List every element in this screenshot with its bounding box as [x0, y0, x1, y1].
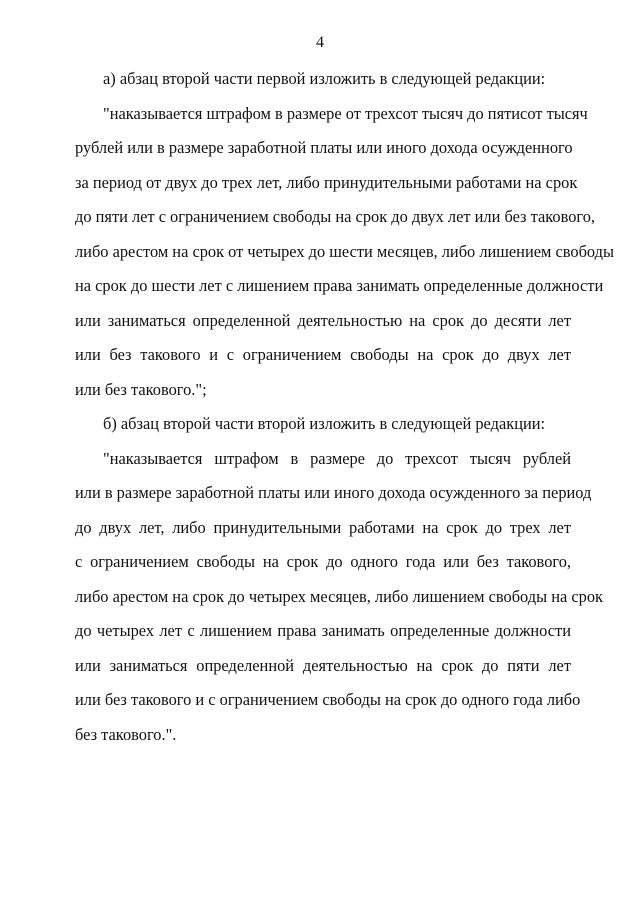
item-a-line-6: на срок до шести лет с лишением права занимать определенные должности [75, 276, 604, 295]
item-b-line-5: либо арестом на срок до четырех месяцев, либо лишением свободы на срок [75, 586, 604, 606]
document-body [75, 62, 614, 752]
item-a-line-4: до пяти лет с ограничением свободы на срок до двух лет или без такового, [75, 207, 596, 226]
item-b-line-6: до четырех лет с лишением права занимать определенные должности [75, 621, 571, 640]
item-a-line-7: или заниматься определенной деятельностью на срок до десяти лет [75, 310, 571, 330]
item-b-line-4: с ограничением свободы на срок до одного года или без такового, [75, 552, 571, 571]
item-a-line-8: или без такового и с ограничением свободы на срок до двух лет [75, 345, 571, 364]
item-b-line-8: или без такового и с ограничением свободы на срок до одного года либо [75, 690, 581, 709]
page-number: 4 [316, 34, 324, 51]
item-a-line-2: рублей или в размере заработной платы или иного дохода осужденного [75, 138, 573, 157]
item-a-line-1: "наказывается штрафом в размере от трехсот тысяч до пятисот тысяч [103, 103, 588, 123]
item-b-line-9: без такового.". [75, 724, 177, 744]
item-b-line-7: или заниматься определенной деятельностью на срок до пяти лет [75, 655, 571, 675]
item-b-line-3: до двух лет, либо принудительными работами на срок до трех лет [75, 517, 571, 537]
item-b-intro: б) абзац второй части второй изложить в следующей редакции: [103, 414, 546, 433]
item-a-line-3: за период от двух до трех лет, либо принудительными работами на срок [75, 172, 578, 192]
item-b-line-1: "наказывается штрафом в размере до трехсот тысяч рублей [103, 448, 571, 468]
item-a-intro: а) абзац второй части первой изложить в следующей редакции: [103, 69, 546, 88]
item-b-line-2: или в размере заработной платы или иного дохода осужденного за период [75, 483, 592, 502]
item-a-line-9: или без такового."; [75, 379, 207, 399]
item-a-line-5: либо арестом на срок от четырех до шести месяцев, либо лишением свободы [75, 241, 614, 261]
